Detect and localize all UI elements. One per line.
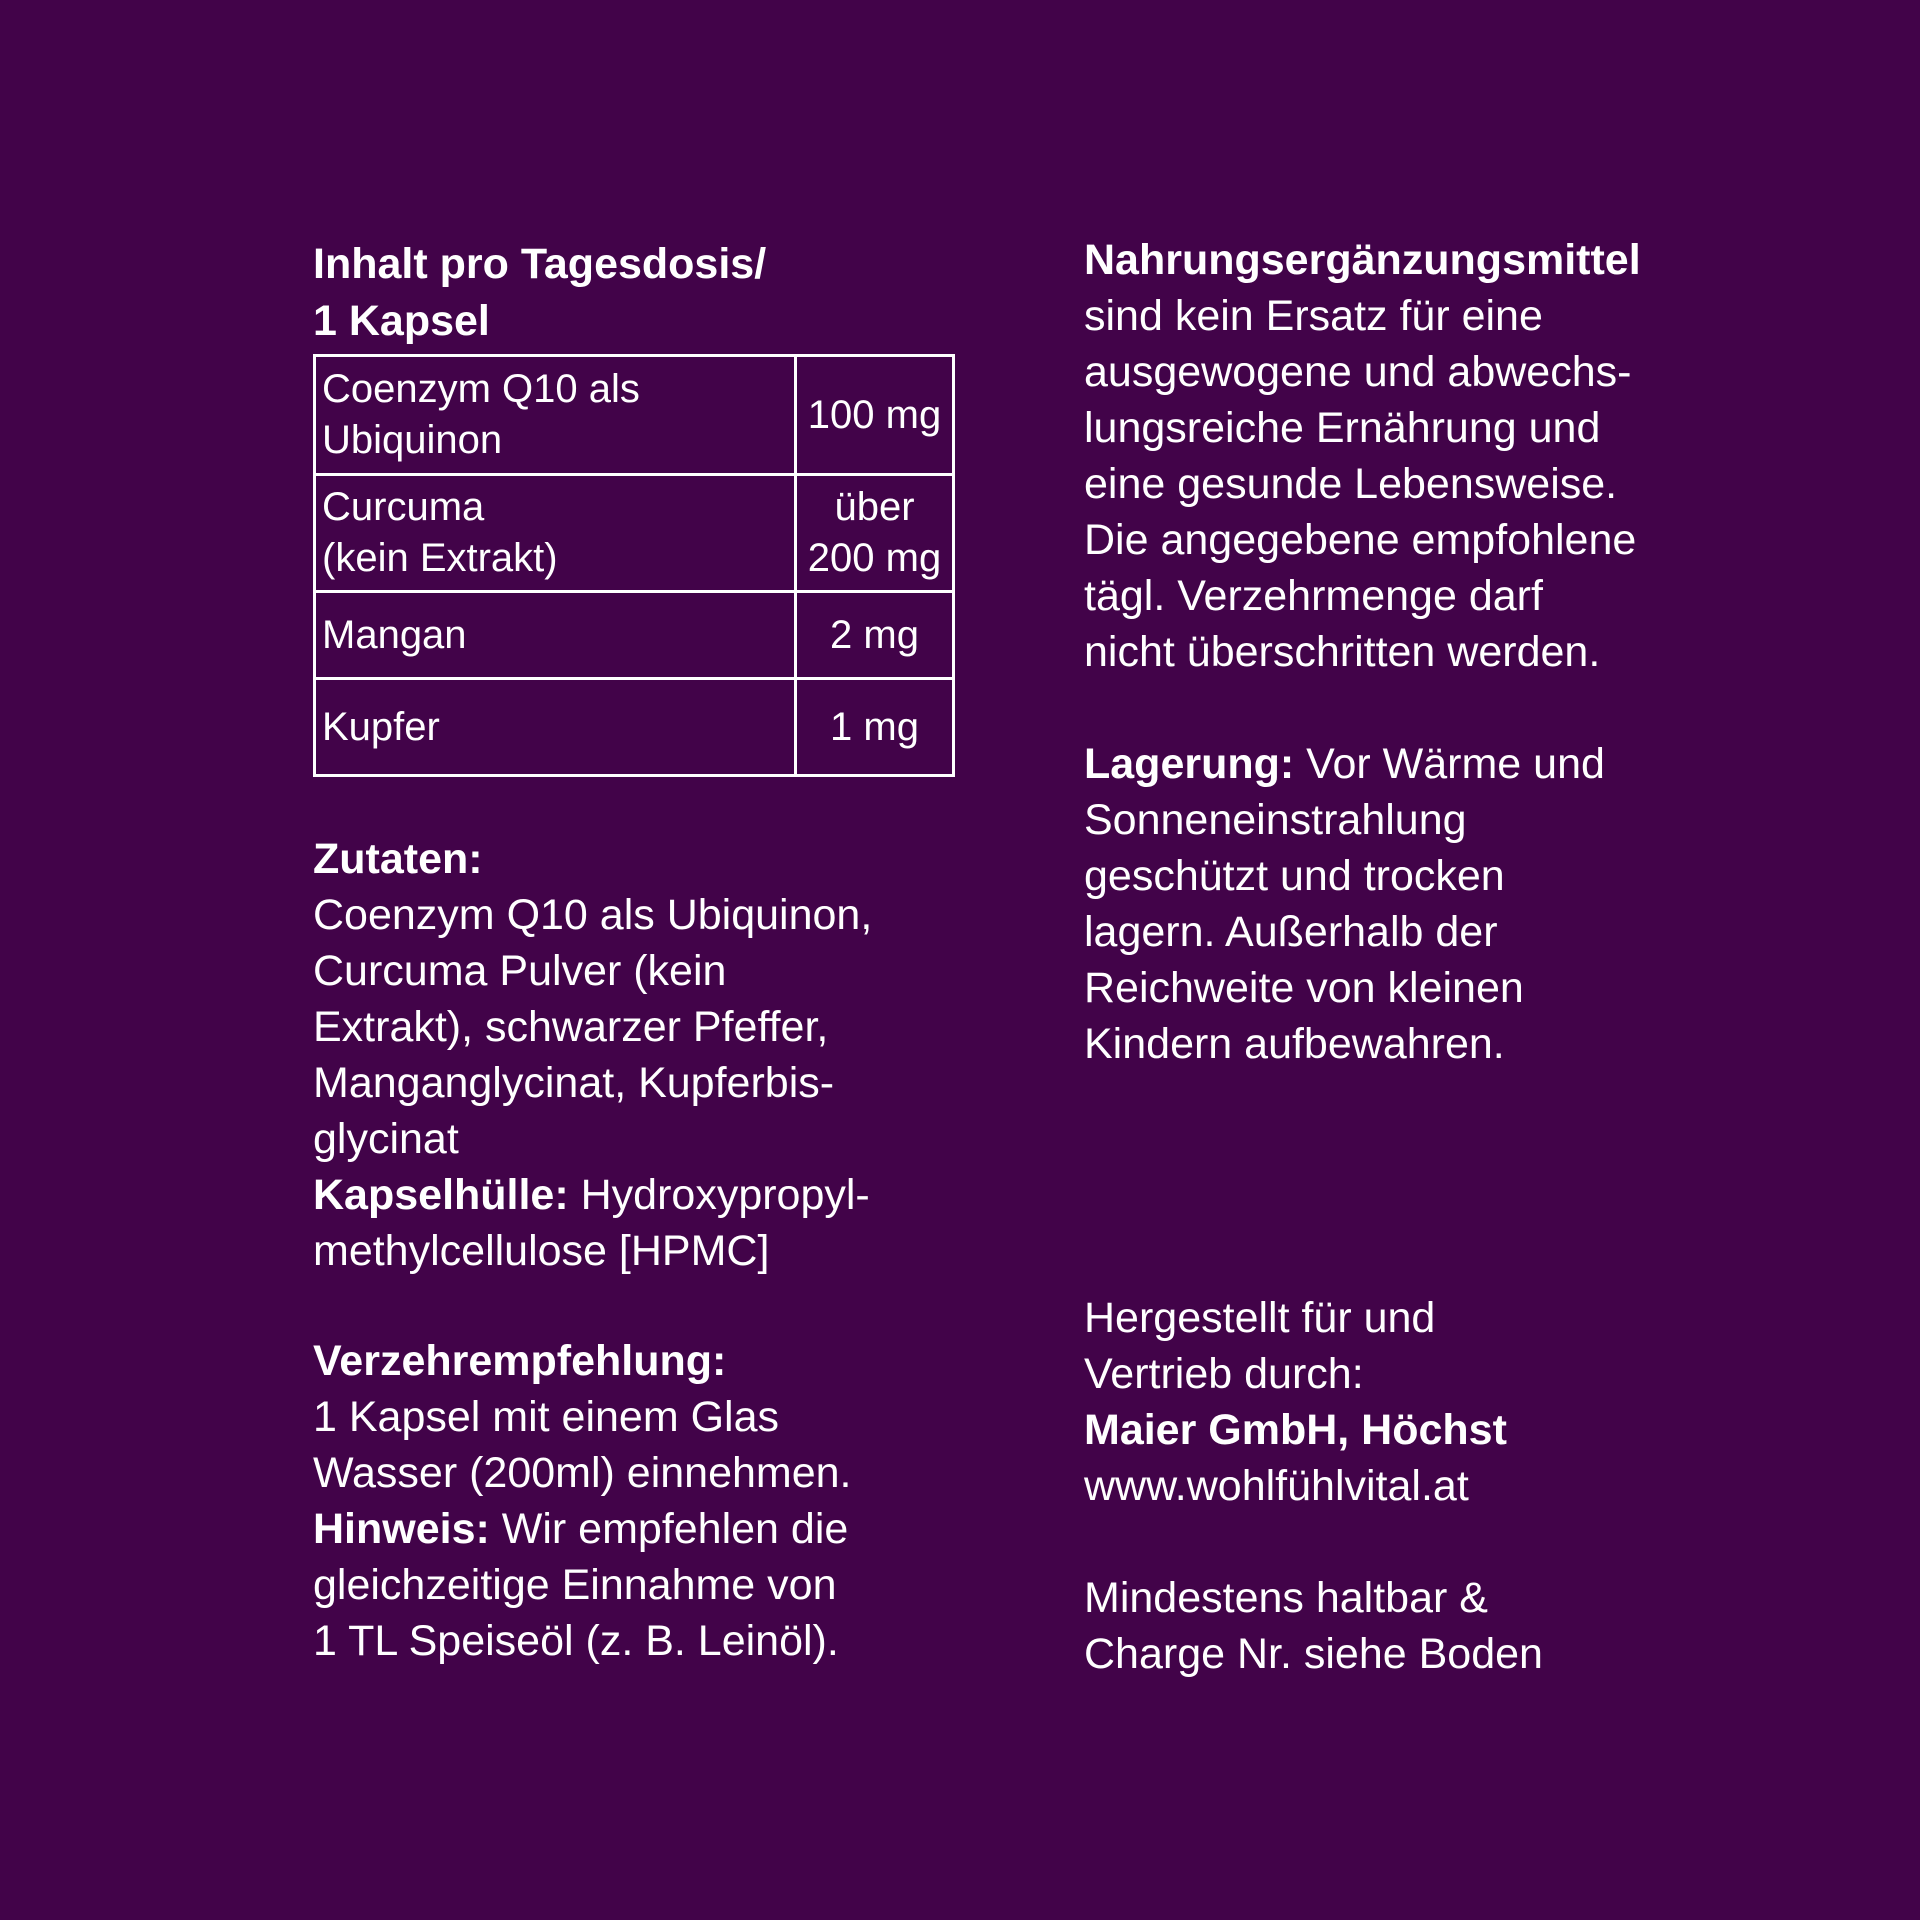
nutrient-amount-line: 1 mg: [830, 704, 919, 749]
capsule-text: methylcellulose [HPMC]: [313, 1227, 770, 1275]
supplement-line: sind kein Ersatz für eine: [1084, 292, 1543, 340]
nutrition-heading-line2: 1 Kapsel: [313, 297, 490, 345]
left-column: [313, 236, 993, 1669]
note-text: 1 TL Speiseöl (z. B. Leinöl).: [313, 1617, 839, 1665]
ingredients-line: glycinat: [313, 1115, 459, 1163]
ingredients-line: Extrakt), schwarzer Pfeffer,: [313, 1003, 829, 1051]
storage-text: lagern. Außerhalb der: [1084, 908, 1498, 956]
nutrient-name: [315, 592, 796, 679]
spacer: [1084, 680, 1844, 736]
spacer: [313, 777, 993, 831]
manufacturer-line: Vertrieb durch:: [1084, 1350, 1364, 1398]
table-row: [315, 592, 954, 679]
storage-text: geschützt und trocken: [1084, 852, 1505, 900]
nutrient-amount: [796, 475, 954, 592]
ingredients-block: [313, 831, 993, 1279]
supplement-label: Nahrungsergänzungsmittel: [1084, 236, 1641, 284]
nutrient-amount-line: über: [834, 485, 915, 529]
manufacturer-website: www.wohlfühlvital.at: [1084, 1462, 1469, 1510]
recommendation-block: [313, 1333, 993, 1669]
right-column: [1084, 232, 1844, 1682]
batch-block: [1084, 1570, 1844, 1682]
nutrient-name-line: Curcuma: [322, 485, 485, 529]
nutrient-name-line: Mangan: [322, 612, 467, 657]
manufacturer-company: Maier GmbH, Höchst: [1084, 1406, 1507, 1454]
nutrient-name: [315, 475, 796, 592]
storage-text: Vor Wärme und: [1294, 740, 1605, 788]
nutrient-name-line: (kein Extrakt): [322, 536, 558, 580]
note-text: Wir empfehlen die: [489, 1505, 849, 1553]
ingredients-label: Zutaten:: [313, 835, 483, 883]
nutrition-heading: [313, 236, 993, 350]
ingredients-line: Coenzym Q10 als Ubiquinon,: [313, 891, 873, 939]
nutrient-name: [315, 356, 796, 475]
note-text: gleichzeitige Einnahme von: [313, 1561, 837, 1609]
note-label: Hinweis:: [313, 1505, 490, 1553]
table-row: [315, 356, 954, 475]
nutrient-amount-line: 2 mg: [830, 612, 919, 657]
nutrient-name-line: Kupfer: [322, 704, 440, 749]
spacer: [313, 1279, 993, 1333]
supplement-notice: [1084, 232, 1844, 680]
recommendation-label: Verzehrempfehlung:: [313, 1337, 727, 1385]
nutrient-name-line: Coenzym Q10 als: [322, 367, 640, 411]
batch-line: Charge Nr. siehe Boden: [1084, 1630, 1543, 1678]
nutrient-amount-line: 100 mg: [807, 392, 942, 437]
supplement-line: nicht überschritten werden.: [1084, 628, 1601, 676]
supplement-line: ausgewogene und abwechs-: [1084, 348, 1632, 396]
manufacturer-line: Hergestellt für und: [1084, 1294, 1436, 1342]
storage-text: Sonneneinstrahlung: [1084, 796, 1467, 844]
nutrient-name-line: Ubiquinon: [322, 418, 503, 462]
storage-block: [1084, 736, 1844, 1072]
storage-text: Kindern aufbewahren.: [1084, 1020, 1505, 1068]
nutrient-amount: [796, 679, 954, 776]
ingredients-line: Manganglycinat, Kupferbis-: [313, 1059, 835, 1107]
storage-label: Lagerung:: [1084, 740, 1295, 788]
ingredients-line: Curcuma Pulver (kein: [313, 947, 727, 995]
storage-text: Reichweite von kleinen: [1084, 964, 1524, 1012]
supplement-line: eine gesunde Lebensweise.: [1084, 460, 1618, 508]
supplement-line: Die angegebene empfohlene: [1084, 516, 1637, 564]
recommendation-line: Wasser (200ml) einnehmen.: [313, 1449, 852, 1497]
table-row: [315, 475, 954, 592]
nutrient-amount: [796, 356, 954, 475]
nutrition-heading-line1: Inhalt pro Tagesdosis/: [313, 240, 767, 288]
supplement-line: tägl. Verzehrmenge darf: [1084, 572, 1543, 620]
supplement-line: lungsreiche Ernährung und: [1084, 404, 1601, 452]
nutrient-name: [315, 679, 796, 776]
nutrient-amount-line: 200 mg: [807, 536, 942, 580]
recommendation-line: 1 Kapsel mit einem Glas: [313, 1393, 780, 1441]
nutrient-amount: [796, 592, 954, 679]
manufacturer-block: [1084, 1290, 1844, 1514]
table-row: [315, 679, 954, 776]
capsule-text: Hydroxypropyl-: [568, 1171, 870, 1219]
batch-line: Mindestens haltbar &: [1084, 1574, 1488, 1622]
nutrition-table: [313, 354, 955, 777]
capsule-label: Kapselhülle:: [313, 1171, 569, 1219]
